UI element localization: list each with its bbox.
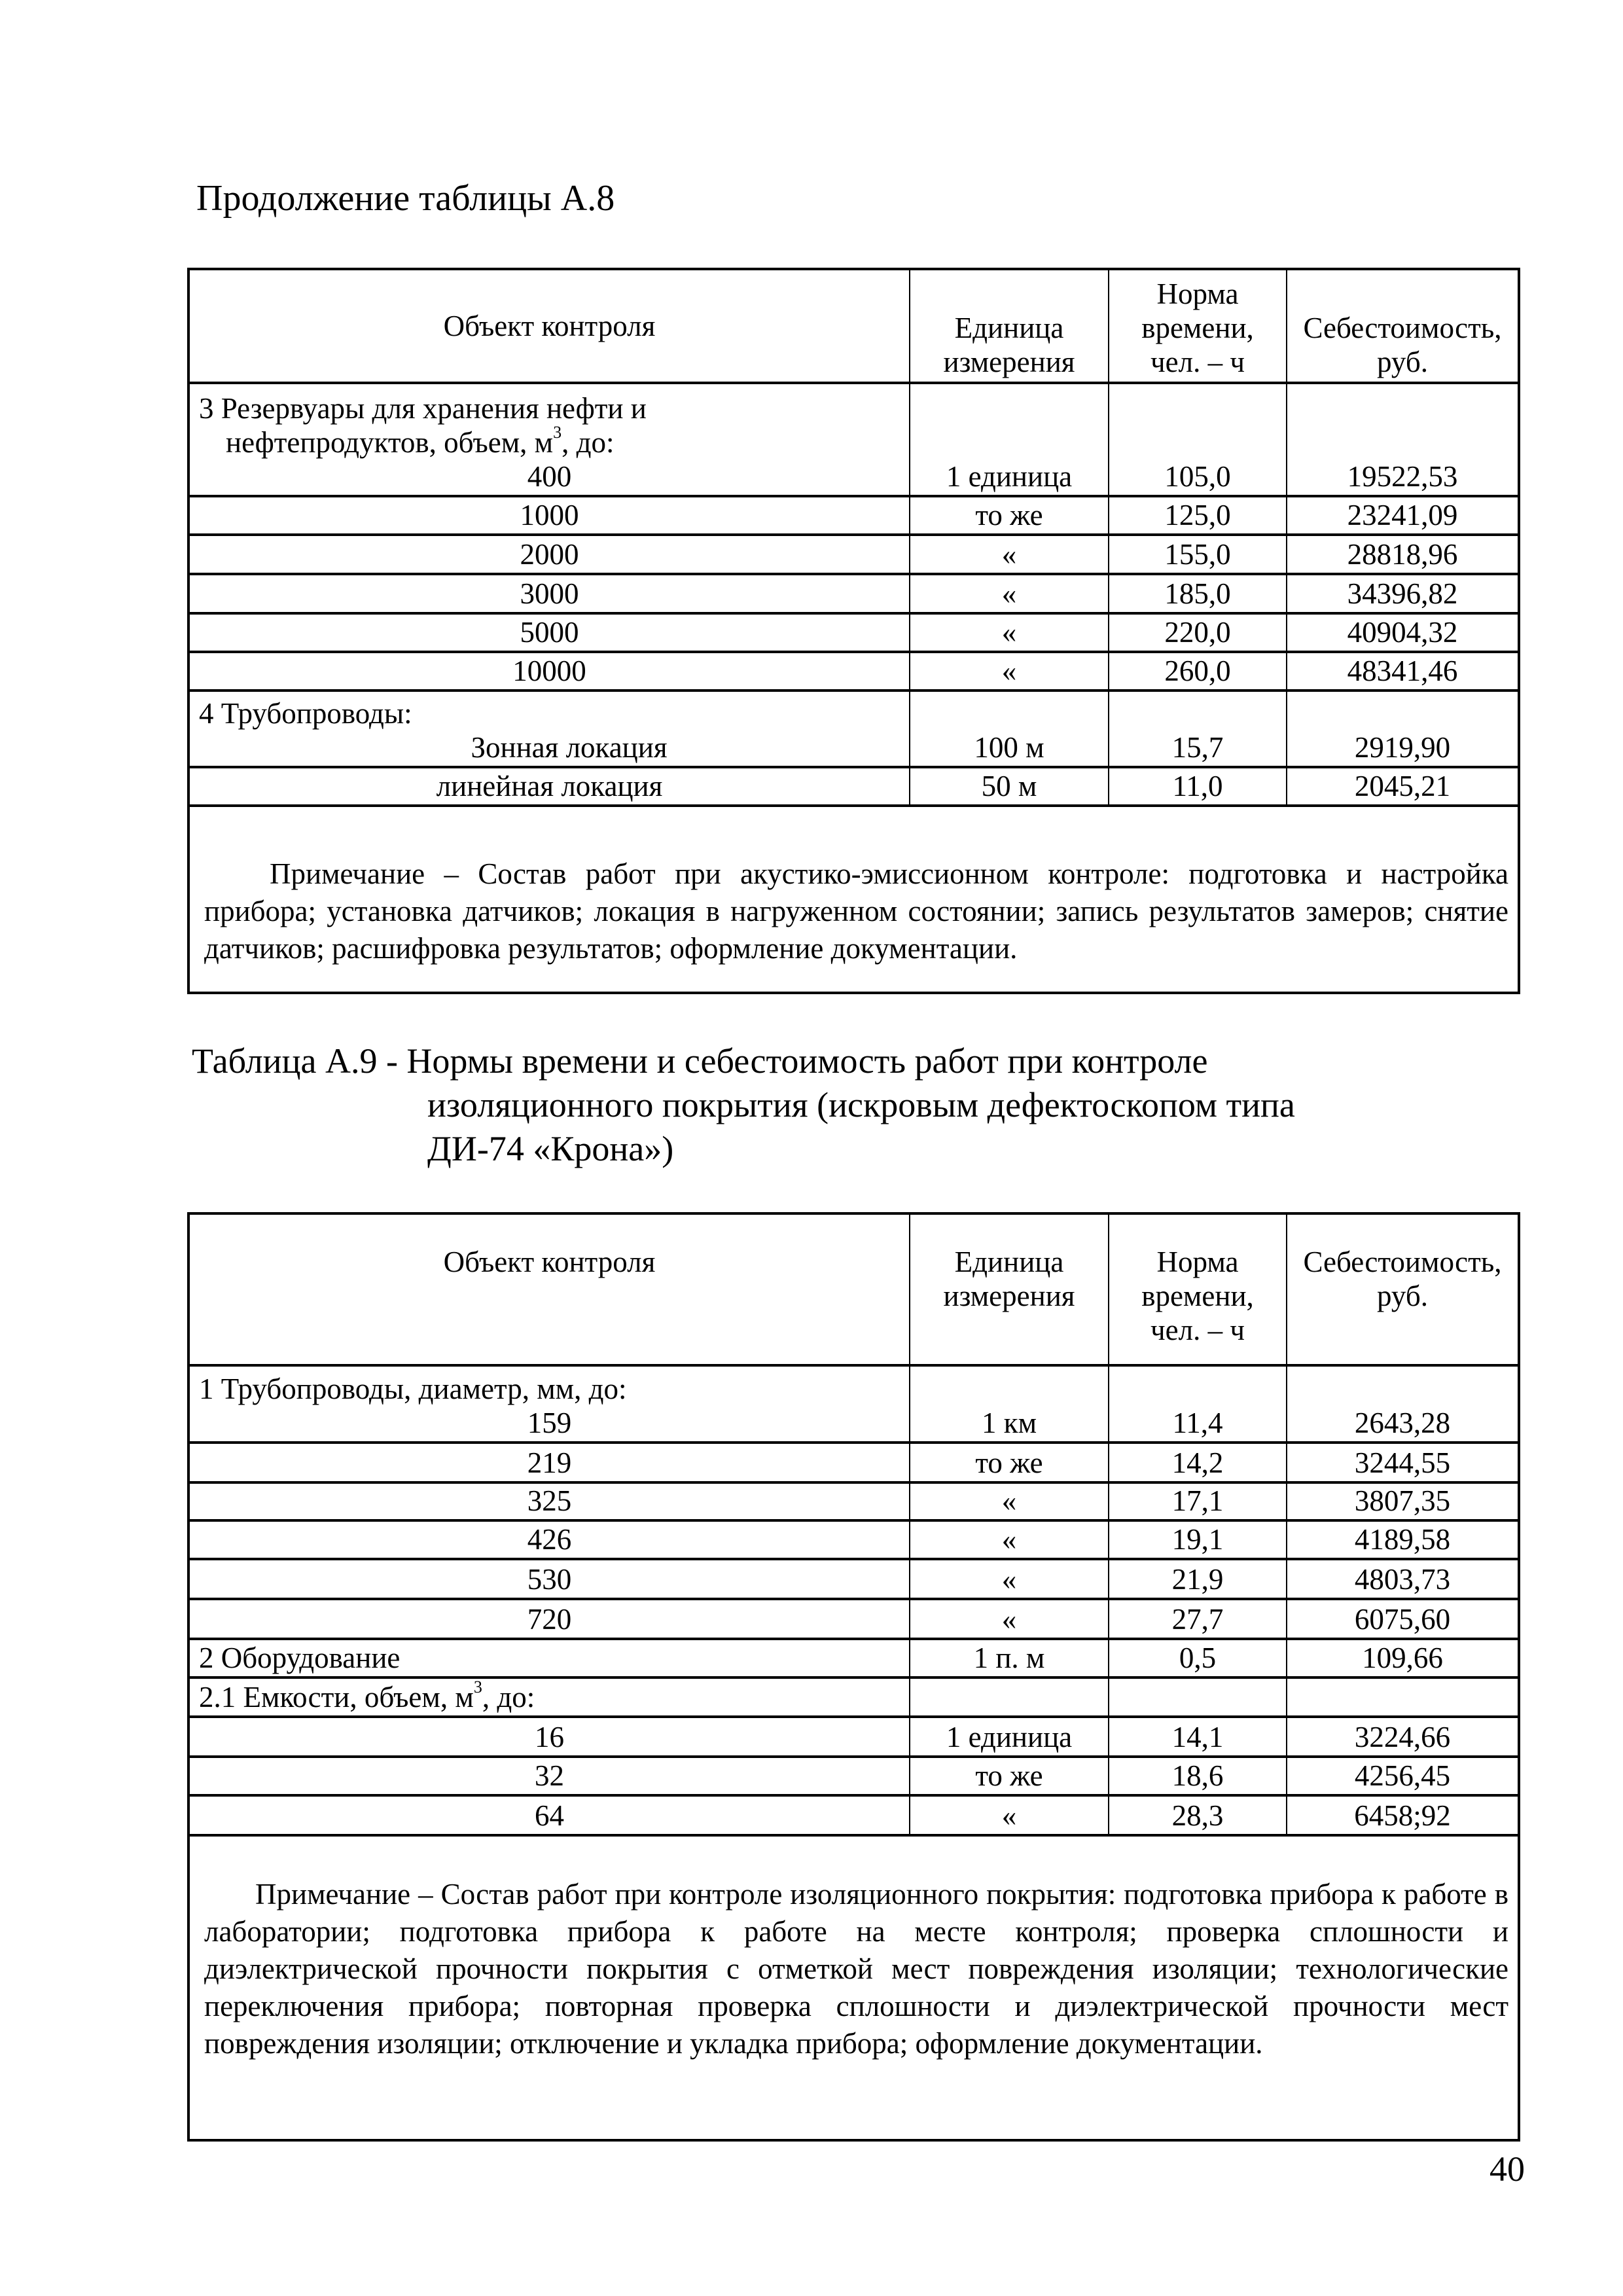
row-object: 219: [190, 1444, 910, 1484]
row-unit: то же: [910, 1758, 1109, 1797]
table-a9-note: [190, 1837, 1518, 2139]
header-unit: [910, 270, 1109, 384]
header-unit-line2: измерения: [943, 1280, 1075, 1312]
table-row: [190, 384, 1518, 497]
row-object: 64: [190, 1797, 910, 1837]
row-norm: [1109, 1679, 1287, 1718]
header-unit-line2: измерения: [943, 346, 1075, 378]
row-unit: «: [910, 653, 1109, 692]
table-row: [190, 1560, 1518, 1600]
row-object: 325: [190, 1484, 910, 1522]
row-norm: 21,9: [1109, 1560, 1287, 1600]
row-norm: 185,0: [1109, 575, 1287, 615]
table-a9-title: [192, 1039, 1295, 1171]
row-norm: 11,4: [1109, 1367, 1287, 1444]
header-norm-line3: чел. – ч: [1150, 346, 1245, 378]
row-object: [190, 1367, 910, 1444]
header-norm-line1: Норма: [1156, 278, 1239, 310]
row-object: 32: [190, 1758, 910, 1797]
row-object: 426: [190, 1522, 910, 1560]
row-object: 16: [190, 1718, 910, 1758]
row-norm: 155,0: [1109, 536, 1287, 575]
row-cost: 23241,09: [1287, 497, 1518, 536]
row-norm: 19,1: [1109, 1522, 1287, 1560]
table-row: [190, 1797, 1518, 1837]
group3-line2-text: нефтепродуктов, объем, м: [226, 426, 554, 459]
row-norm: 18,6: [1109, 1758, 1287, 1797]
row-object: 1000: [190, 497, 910, 536]
row-norm: 14,1: [1109, 1718, 1287, 1758]
row-unit: 1 единица: [910, 384, 1109, 497]
row-norm: 260,0: [1109, 653, 1287, 692]
group2-label: 2 Оборудование: [199, 1641, 401, 1674]
table-row: [190, 1444, 1518, 1484]
header-unit: [910, 1215, 1109, 1367]
row-unit: «: [910, 1797, 1109, 1837]
group3-line2-suffix: , до:: [562, 426, 615, 459]
group21-label: [190, 1680, 909, 1714]
row-cost: 109,66: [1287, 1640, 1518, 1679]
row-unit: «: [910, 1522, 1109, 1560]
group3-line1: 3 Резервуары для хранения нефти и: [199, 392, 647, 425]
row-object: [190, 692, 910, 768]
row-cost: 3244,55: [1287, 1444, 1518, 1484]
row-cost: [1287, 1679, 1518, 1718]
row-cost: 6075,60: [1287, 1600, 1518, 1640]
row-object: 720: [190, 1600, 910, 1640]
row-norm: 105,0: [1109, 384, 1287, 497]
page-number: 40: [1489, 2149, 1525, 2189]
header-cost-line2: руб.: [1377, 1280, 1428, 1312]
row-cost: 2643,28: [1287, 1367, 1518, 1444]
table-row: [190, 1679, 1518, 1718]
table-row: [190, 1522, 1518, 1560]
row-cost: 34396,82: [1287, 575, 1518, 615]
header-norm: [1109, 270, 1287, 384]
table-a9: [187, 1212, 1520, 2142]
row-norm: 0,5: [1109, 1640, 1287, 1679]
row-object-value: Зонная локация: [471, 731, 668, 764]
note-text: Примечание – Состав работ при акустико-эмиссионном контроле: подготовка и настройка прибора; установка датчиков; локация в нагруженном состоянии; запись результатов замеров; снятие датчиков; расшифровка результатов; оформление документации.: [204, 857, 1508, 965]
row-unit: «: [910, 1560, 1109, 1600]
header-cost-line2: руб.: [1377, 346, 1428, 378]
row-cost: 2919,90: [1287, 692, 1518, 768]
row-cost: 6458;92: [1287, 1797, 1518, 1837]
row-norm: 11,0: [1109, 768, 1287, 807]
header-cost: [1287, 270, 1518, 384]
row-unit: «: [910, 1484, 1109, 1522]
group3-line2: [190, 425, 909, 459]
superscript: 3: [553, 423, 562, 442]
row-object: 2000: [190, 536, 910, 575]
table-row: [190, 1600, 1518, 1640]
row-cost: 19522,53: [1287, 384, 1518, 497]
row-object: 5000: [190, 615, 910, 653]
header-unit-line1: Единица: [954, 1246, 1064, 1278]
table-row: [190, 653, 1518, 692]
table-row: [190, 692, 1518, 768]
row-unit: «: [910, 536, 1109, 575]
row-unit: 1 единица: [910, 1718, 1109, 1758]
table-a9-title-line1: Таблица А.9 - Нормы времени и себестоимость работ при контроле: [192, 1041, 1208, 1081]
row-unit: «: [910, 575, 1109, 615]
header-norm-line1: Норма: [1156, 1246, 1239, 1278]
table-row: [190, 575, 1518, 615]
row-cost: 4256,45: [1287, 1758, 1518, 1797]
table-row: [190, 768, 1518, 807]
row-cost: 3807,35: [1287, 1484, 1518, 1522]
row-cost: 4189,58: [1287, 1522, 1518, 1560]
row-unit: то же: [910, 1444, 1109, 1484]
table-a9-title-line2: изоляционного покрытия (искровым дефектоскопом типа: [427, 1085, 1295, 1124]
header-norm: [1109, 1215, 1287, 1367]
header-unit-line1: Единица: [954, 312, 1064, 344]
header-norm-line2: времени,: [1141, 312, 1254, 344]
header-cost: [1287, 1215, 1518, 1367]
row-object: [190, 1679, 910, 1718]
row-cost: 48341,46: [1287, 653, 1518, 692]
row-norm: 27,7: [1109, 1600, 1287, 1640]
row-norm: 220,0: [1109, 615, 1287, 653]
table-row: [190, 615, 1518, 653]
header-cost-line1: Себестоимость,: [1303, 312, 1502, 344]
table-a8: [187, 268, 1520, 994]
row-unit: 1 км: [910, 1367, 1109, 1444]
header-object-label: Объект контроля: [443, 1246, 656, 1278]
continuation-title: Продолжение таблицы А.8: [196, 178, 615, 219]
table-a9-header: [190, 1215, 1518, 1367]
table-row: [190, 497, 1518, 536]
table-row: [190, 1367, 1518, 1444]
row-object: 530: [190, 1560, 910, 1600]
row-unit: то же: [910, 497, 1109, 536]
row-unit: «: [910, 615, 1109, 653]
row-cost: 40904,32: [1287, 615, 1518, 653]
row-norm: 28,3: [1109, 1797, 1287, 1837]
row-object-value: 159: [527, 1407, 572, 1439]
row-unit: 50 м: [910, 768, 1109, 807]
header-object: [190, 1215, 910, 1367]
table-row: [190, 1718, 1518, 1758]
row-norm: 15,7: [1109, 692, 1287, 768]
row-object-value: 400: [527, 460, 572, 493]
group21-text: 2.1 Емкости, объем, м: [199, 1681, 474, 1713]
superscript: 3: [473, 1679, 482, 1696]
header-object-label: Объект контроля: [443, 310, 656, 342]
table-row: [190, 1758, 1518, 1797]
row-unit: [910, 1679, 1109, 1718]
header-object: [190, 270, 910, 384]
row-norm: 125,0: [1109, 497, 1287, 536]
table-a9-title-line3: ДИ-74 «Крона»): [427, 1129, 674, 1168]
row-cost: 2045,21: [1287, 768, 1518, 807]
note-text: Примечание – Состав работ при контроле изоляционного покрытия: подготовка прибора к работе в лаборатории; подготовка прибора к работе на месте контроля; проверка сплошности и диэлектрической прочности покрытия с отметкой мест повреждения изоляции; технологические переключения прибора; повторная проверка сплошности и диэлектрической прочности мест повреждения изоляции; отключение и укладка прибора; оформление документации.: [204, 1878, 1508, 2060]
header-norm-line2: времени,: [1141, 1280, 1254, 1312]
row-norm: 17,1: [1109, 1484, 1287, 1522]
row-object: [190, 1640, 910, 1679]
row-object: [190, 384, 910, 497]
row-unit: 1 п. м: [910, 1640, 1109, 1679]
group21-suffix: , до:: [482, 1681, 535, 1713]
row-unit: 100 м: [910, 692, 1109, 768]
table-row: [190, 536, 1518, 575]
group1-line1: 1 Трубопроводы, диаметр, мм, до:: [199, 1372, 627, 1405]
row-cost: 3224,66: [1287, 1718, 1518, 1758]
group4-line1: 4 Трубопроводы:: [199, 697, 412, 730]
header-norm-line3: чел. – ч: [1150, 1314, 1245, 1346]
row-object: 3000: [190, 575, 910, 615]
table-row: [190, 1640, 1518, 1679]
row-cost: 4803,73: [1287, 1560, 1518, 1600]
table-a8-header: [190, 270, 1518, 384]
table-row: [190, 1484, 1518, 1522]
header-cost-line1: Себестоимость,: [1303, 1246, 1502, 1278]
table-a8-note: [190, 807, 1518, 992]
row-norm: 14,2: [1109, 1444, 1287, 1484]
row-object: линейная локация: [190, 768, 910, 807]
row-cost: 28818,96: [1287, 536, 1518, 575]
row-object: 10000: [190, 653, 910, 692]
row-unit: «: [910, 1600, 1109, 1640]
